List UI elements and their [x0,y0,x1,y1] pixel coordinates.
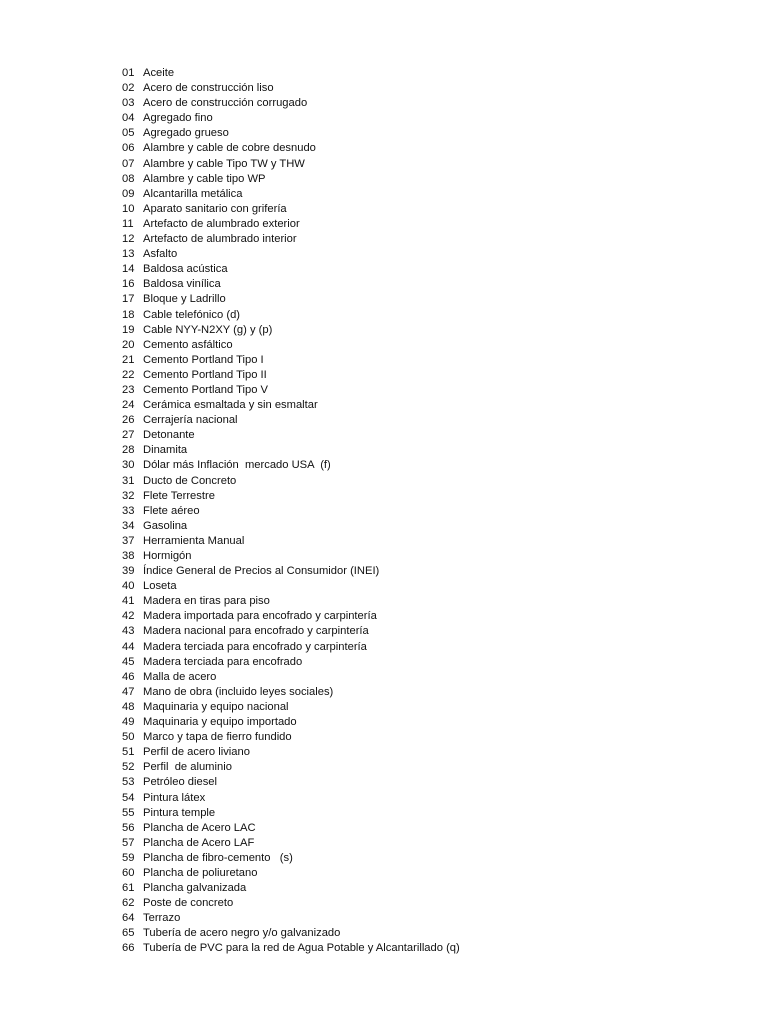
item-number: 13 [122,248,135,261]
list-item [122,443,460,458]
list-item [122,338,460,353]
item-label: Madera en tiras para piso [143,595,270,608]
item-label: Plancha de Acero LAF [143,836,255,849]
list-item [122,66,460,81]
list-item [122,624,460,639]
item-number: 41 [122,595,135,608]
item-label: Ducto de Concreto [143,474,237,487]
list-item [122,232,460,247]
item-label: Cemento Portland Tipo II [143,368,267,381]
item-label: Alcantarilla metálica [143,187,243,200]
item-number: 04 [122,112,135,125]
item-label: Cerámica esmaltada y sin esmaltar [143,399,318,412]
item-label: Agregado grueso [143,127,229,140]
item-label: Hormigón [143,550,192,562]
index-list [122,66,460,957]
list-item [122,308,460,323]
item-number: 28 [122,444,135,457]
item-label: Aceite [143,67,175,79]
list-item [122,609,460,624]
list-item [122,534,460,549]
list-item [122,474,460,489]
item-label: Loseta [143,580,177,593]
list-item [122,398,460,413]
item-label: Mano de obra (incluido leyes sociales) [143,685,334,698]
list-item [122,247,460,262]
list-item [122,911,460,926]
list-item [122,172,460,187]
item-number: 32 [122,489,135,502]
item-number: 50 [122,731,135,744]
item-number: 09 [122,187,135,200]
list-item [122,579,460,594]
list-item [122,821,460,836]
item-label: Artefacto de alumbrado interior [143,233,297,246]
item-label: Dólar más Inflación mercado USA (f) [143,459,331,472]
item-number: 61 [122,882,135,895]
item-label: Cemento asfáltico [143,338,233,351]
item-label: Flete aéreo [143,504,200,517]
item-number: 60 [122,866,135,879]
item-number: 56 [122,821,135,834]
item-number: 40 [122,580,135,593]
list-item [122,866,460,881]
item-number: 26 [122,414,135,427]
item-label: Cemento Portland Tipo V [143,383,268,396]
item-label: Perfil de acero liviano [143,746,250,759]
list-item [122,851,460,866]
item-label: Bloque y Ladrillo [143,293,226,306]
list-item [122,202,460,217]
list-item [122,262,460,277]
list-item [122,157,460,172]
item-number: 01 [122,67,135,79]
item-number: 11 [122,217,134,230]
list-item [122,458,460,473]
list-item [122,383,460,398]
item-number: 52 [122,761,135,774]
list-item [122,896,460,911]
item-label: Maquinaria y equipo nacional [143,700,289,713]
item-number: 44 [122,640,135,653]
item-label: Artefacto de alumbrado exterior [143,217,300,230]
item-label: Tubería de acero negro y/o galvanizado [143,927,341,940]
item-number: 03 [122,97,135,110]
item-number: 23 [122,383,135,396]
list-item [122,187,460,202]
list-item [122,700,460,715]
item-label: Cerrajería nacional [143,414,238,427]
list-item [122,730,460,745]
list-item [122,96,460,111]
item-label: Terrazo [143,912,181,925]
item-number: 64 [122,912,135,925]
list-item [122,141,460,156]
item-number: 06 [122,142,135,155]
list-item [122,640,460,655]
item-label: Herramienta Manual [143,534,245,547]
item-number: 37 [122,534,135,547]
list-item [122,715,460,730]
item-number: 16 [122,278,135,291]
item-label: Perfil de aluminio [143,761,232,774]
item-number: 12 [122,233,135,246]
list-item [122,111,460,126]
item-number: 33 [122,504,135,517]
list-item [122,323,460,338]
item-number: 19 [122,323,135,336]
item-number: 21 [122,353,135,366]
list-item [122,806,460,821]
item-number: 22 [122,368,135,381]
item-number: 14 [122,263,135,276]
item-label: Dinamita [143,444,188,457]
item-label: Aparato sanitario con grifería [143,202,287,215]
item-number: 39 [122,565,135,578]
item-label: Marco y tapa de fierro fundido [143,731,292,744]
item-number: 30 [122,459,135,472]
item-number: 18 [122,308,135,321]
item-label: Plancha de Acero LAC [143,821,256,834]
list-item [122,926,460,941]
item-number: 24 [122,399,135,412]
item-number: 62 [122,897,135,910]
item-number: 43 [122,625,135,638]
item-number: 49 [122,716,135,729]
list-item [122,775,460,790]
list-item [122,745,460,760]
item-label: Flete Terrestre [143,489,215,502]
list-item [122,368,460,383]
list-item [122,504,460,519]
item-number: 20 [122,338,135,351]
item-number: 08 [122,172,135,185]
item-number: 02 [122,82,135,95]
list-item [122,760,460,775]
item-number: 27 [122,429,135,442]
item-number: 10 [122,202,135,215]
item-label: Madera importada para encofrado y carpintería [143,610,377,623]
item-label: Alambre y cable de cobre desnudo [143,142,316,155]
list-item [122,489,460,504]
list-item [122,791,460,806]
item-label: Gasolina [143,519,188,532]
item-label: Agregado fino [143,112,213,125]
item-number: 45 [122,655,135,668]
item-number: 31 [122,474,135,487]
list-item [122,126,460,141]
item-number: 54 [122,791,135,804]
item-number: 48 [122,700,135,713]
list-item [122,836,460,851]
item-label: Alambre y cable tipo WP [143,172,266,185]
item-label: Cable telefónico (d) [143,308,241,321]
item-label: Índice General de Precios al Consumidor (INEI) [143,565,380,578]
item-number: 59 [122,851,135,864]
item-label: Asfalto [143,248,178,261]
list-item [122,353,460,368]
list-item [122,655,460,670]
list-item [122,594,460,609]
item-number: 38 [122,550,135,562]
item-label: Detonante [143,429,195,442]
item-label: Pintura látex [143,791,206,804]
list-item [122,941,460,956]
list-item [122,549,460,564]
item-number: 17 [122,293,135,306]
list-item [122,292,460,307]
item-number: 55 [122,806,135,819]
list-item [122,564,460,579]
item-label: Pintura temple [143,806,216,819]
item-number: 57 [122,836,135,849]
item-label: Plancha galvanizada [143,882,247,895]
item-label: Cable NYY-N2XY (g) y (p) [143,323,273,336]
list-item [122,277,460,292]
item-number: 42 [122,610,135,623]
list-item [122,519,460,534]
item-label: Baldosa acústica [143,263,228,276]
list-item [122,881,460,896]
item-number: 51 [122,746,135,759]
item-label: Plancha de fibro-cemento (s) [143,851,293,864]
item-label: Alambre y cable Tipo TW y THW [143,157,305,170]
item-label: Cemento Portland Tipo I [143,353,264,366]
item-number: 34 [122,519,135,532]
item-label: Baldosa vinílica [143,278,221,291]
list-item [122,670,460,685]
item-number: 07 [122,157,135,170]
item-number: 46 [122,670,135,683]
list-item [122,413,460,428]
list-item [122,685,460,700]
item-label: Poste de concreto [143,897,234,910]
item-label: Plancha de poliuretano [143,866,258,879]
list-item [122,217,460,232]
item-label: Acero de construcción corrugado [143,97,308,110]
item-label: Madera nacional para encofrado y carpintería [143,625,369,638]
list-item [122,428,460,443]
item-label: Petróleo diesel [143,776,218,789]
item-label: Madera terciada para encofrado y carpintería [143,640,367,653]
list-item [122,81,460,96]
item-label: Maquinaria y equipo importado [143,716,297,729]
item-number: 66 [122,942,135,955]
item-label: Acero de construcción liso [143,82,274,95]
item-label: Madera terciada para encofrado [143,655,303,668]
item-label: Tubería de PVC para la red de Agua Potable y Alcantarillado (q) [143,942,460,955]
item-number: 65 [122,927,135,940]
item-number: 47 [122,685,135,698]
item-label: Malla de acero [143,670,217,683]
item-number: 53 [122,776,135,789]
item-number: 05 [122,127,135,140]
